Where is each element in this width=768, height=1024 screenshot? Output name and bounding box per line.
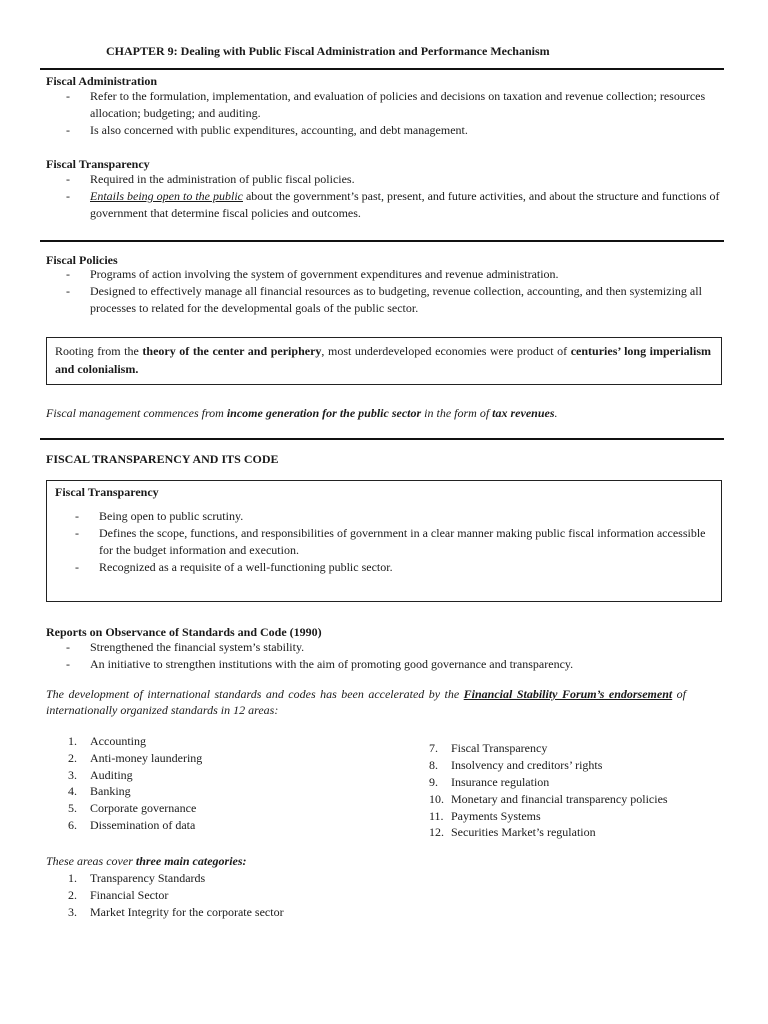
- emphasis-text: Entails being open to the public: [90, 189, 243, 203]
- bullet-text: Refer to the formulation, implementation, and evaluation of policies and decisions on taxation and revenue collection; resources allocation; budgeting; and auditing.: [90, 89, 706, 120]
- center-periphery-text: Rooting from the theory of the center and periphery, most underdeveloped economies were product of centuries’ long imperialism and colonialism.: [55, 344, 711, 376]
- list-item: 8. Insolvency and creditors’ rights: [429, 758, 603, 772]
- list-item: [66, 283, 726, 317]
- bullet-dash: -: [66, 189, 70, 203]
- fiscal-transparency-heading: Fiscal Transparency: [46, 157, 150, 171]
- divider: [40, 68, 724, 70]
- bullet-text: Recognized as a requisite of a well-functioning public sector.: [99, 560, 393, 574]
- fsf-endorsement-text: Financial Stability Forum’s endorsement: [463, 687, 673, 701]
- development-paragraph: The development of international standards and codes has been accelerated by the Financial Stability Forum’s endorsement of internationally organized standards in 12 areas:: [46, 687, 686, 717]
- bullet-dash: -: [66, 640, 70, 654]
- list-item: [66, 266, 726, 283]
- bullet-text: Strengthened the financial system’s stability.: [90, 640, 305, 654]
- bullet-text: Required in the administration of public fiscal policies.: [90, 172, 355, 186]
- bold-text: income generation for the public sector: [226, 406, 422, 420]
- list-item: 11. Payments Systems: [429, 809, 541, 823]
- list-item: [66, 88, 726, 122]
- bullet-text: Designed to effectively manage all financial resources as to budgeting, revenue collection, accounting, and then systemizing all processes to related for the developmental goals of the public sector.: [90, 284, 702, 315]
- bullet-dash: -: [66, 284, 70, 298]
- list-item: [66, 122, 726, 139]
- bold-text: centuries’ long imperialism and colonialism.: [55, 344, 711, 376]
- list-item: [66, 188, 726, 222]
- bold-text: theory of the center and periphery: [142, 344, 322, 358]
- divider: [40, 240, 724, 242]
- bullet-dash: -: [66, 657, 70, 671]
- fiscal-transparency-box: [46, 480, 722, 602]
- bullet-text: [90, 188, 730, 222]
- list-item: 10. Monetary and financial transparency policies: [429, 792, 668, 806]
- list-item: [66, 639, 726, 656]
- bold-text: three main categories:: [135, 854, 247, 868]
- divider: [40, 438, 724, 440]
- fiscal-administration-heading: Fiscal Administration: [46, 74, 158, 88]
- list-item: 6. Dissemination of data: [68, 818, 196, 832]
- bold-text: tax revenues: [492, 406, 555, 420]
- bullet-dash: -: [66, 267, 70, 281]
- list-item: 7. Fiscal Transparency: [429, 741, 548, 755]
- list-item: 2. Anti-money laundering: [68, 751, 203, 765]
- code-section-heading: FISCAL TRANSPARENCY AND ITS CODE: [46, 452, 279, 466]
- list-item: [75, 525, 715, 559]
- bullet-dash: -: [66, 123, 70, 137]
- fiscal-policies-heading: Fiscal Policies: [46, 253, 118, 267]
- list-item: 12. Securities Market’s regulation: [429, 825, 596, 839]
- bullet-text: An initiative to strengthen institutions with the aim of promoting good governance and transparency.: [90, 657, 574, 671]
- bullet-text: Being open to public scrutiny.: [99, 509, 244, 523]
- categories-intro: These areas cover three main categories:: [46, 854, 247, 868]
- bullet-dash: -: [66, 89, 70, 103]
- list-item: 4. Banking: [68, 784, 131, 798]
- bullet-dash: -: [66, 172, 70, 186]
- center-periphery-box: [46, 337, 722, 385]
- list-item: [66, 171, 726, 188]
- list-item: 2. Financial Sector: [68, 888, 169, 902]
- list-item: [66, 656, 726, 673]
- rosc-heading: Reports on Observance of Standards and Code (1990): [46, 625, 322, 639]
- chapter-title: CHAPTER 9: Dealing with Public Fiscal Administration and Performance Mechanism: [106, 44, 550, 58]
- list-item: 5. Corporate governance: [68, 801, 197, 815]
- box-heading: Fiscal Transparency: [55, 485, 159, 499]
- list-item: [75, 508, 715, 525]
- list-item: [75, 559, 715, 576]
- fiscal-management-text: Fiscal management commences from income generation for the public sector in the form of tax revenues.: [46, 406, 558, 420]
- bullet-text: Defines the scope, functions, and responsibilities of government in a clear manner making public fiscal information accessible for the budget information and execution.: [99, 526, 706, 557]
- bullet-dash: -: [75, 526, 79, 540]
- bullet-text: Is also concerned with public expenditures, accounting, and debt management.: [90, 123, 468, 137]
- list-item: 3. Market Integrity for the corporate sector: [68, 905, 284, 919]
- list-item: 1. Accounting: [68, 734, 146, 748]
- bullet-text: Programs of action involving the system of government expenditures and revenue administration.: [90, 267, 559, 281]
- list-item: 1. Transparency Standards: [68, 871, 206, 885]
- list-item: 9. Insurance regulation: [429, 775, 550, 789]
- bullet-dash: -: [75, 560, 79, 574]
- list-item: 3. Auditing: [68, 768, 133, 782]
- bullet-dash: -: [75, 509, 79, 523]
- bullet-text-rest: about the government’s past, present, and future activities, and about the structure and functions of government that determine fiscal policies and outcomes.: [90, 189, 720, 220]
